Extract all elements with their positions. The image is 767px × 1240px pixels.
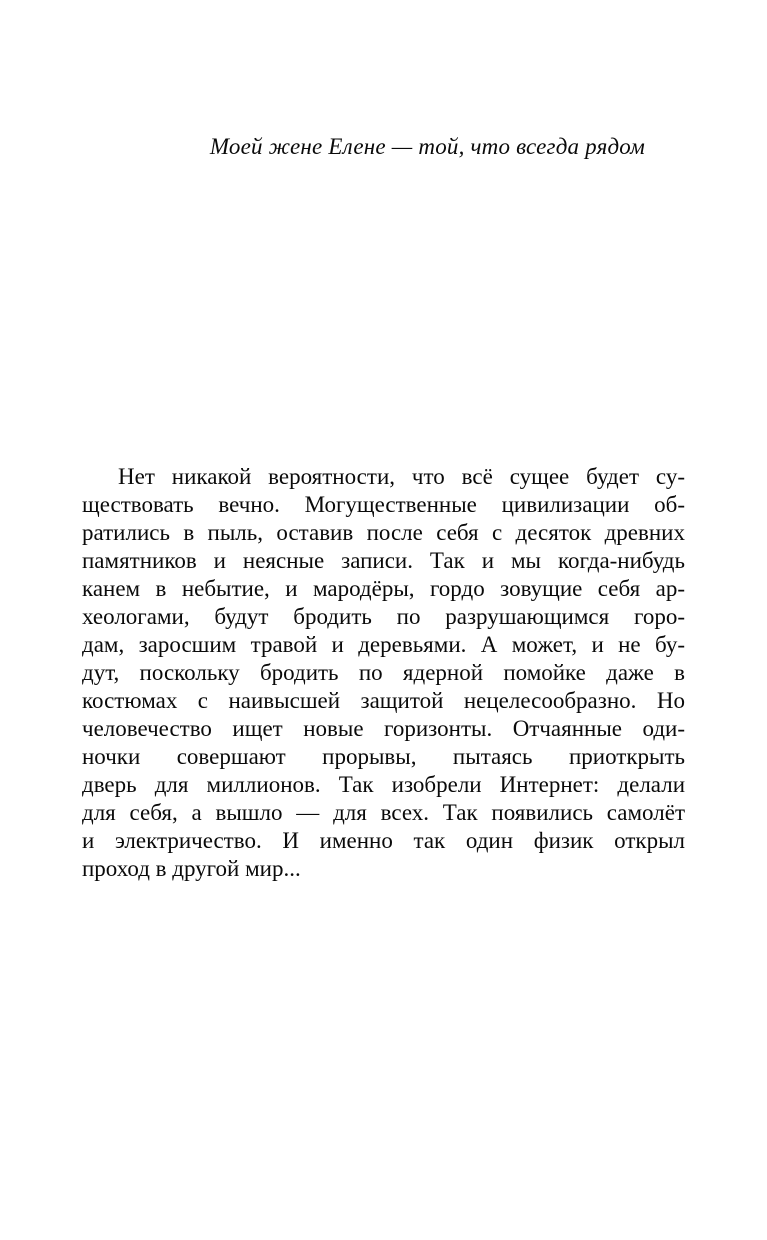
paragraph-line: ратились в пыль, оставив после себя с десяток древних (82, 520, 685, 545)
paragraph-line: дверь для миллионов. Так изобрели Интернет: делали (82, 772, 685, 797)
paragraph-line: и электричество. И именно так один физик открыл (82, 828, 685, 853)
paragraph-line: дут, поскольку бродить по ядерной помойке даже в (82, 660, 685, 685)
paragraph-line: хеологами, будут бродить по разрушающимся горо- (82, 604, 685, 629)
text-block (82, 0, 685, 883)
paragraph-line: человечество ищет новые горизонты. Отчаянные оди- (82, 716, 685, 741)
paragraph-line: костюмах с наивысшей защитой нецелесообразно. Но (82, 688, 685, 713)
paragraph-line: дам, заросшим травой и деревьями. А может, и не бу- (82, 632, 685, 657)
paragraph-line: для себя, а вышло — для всех. Так появились самолёт (82, 800, 685, 825)
paragraph-line: проход в другой мир... (82, 856, 301, 881)
dedication-line: Моей жене Елене — той, что всегда рядом (209, 134, 645, 159)
body-paragraph (82, 463, 685, 883)
paragraph-line: канем в небытие, и мародёры, гордо зовущие себя ар- (82, 576, 685, 601)
paragraph-line: памятников и неясные записи. Так и мы когда-нибудь (82, 548, 685, 573)
paragraph-line: ществовать вечно. Могущественные цивилизации об- (82, 492, 685, 517)
paragraph-line: Нет никакой вероятности, что всё сущее будет су- (118, 464, 685, 489)
paragraph-line: ночки совершают прорывы, пытаясь приоткрыть (82, 744, 685, 769)
